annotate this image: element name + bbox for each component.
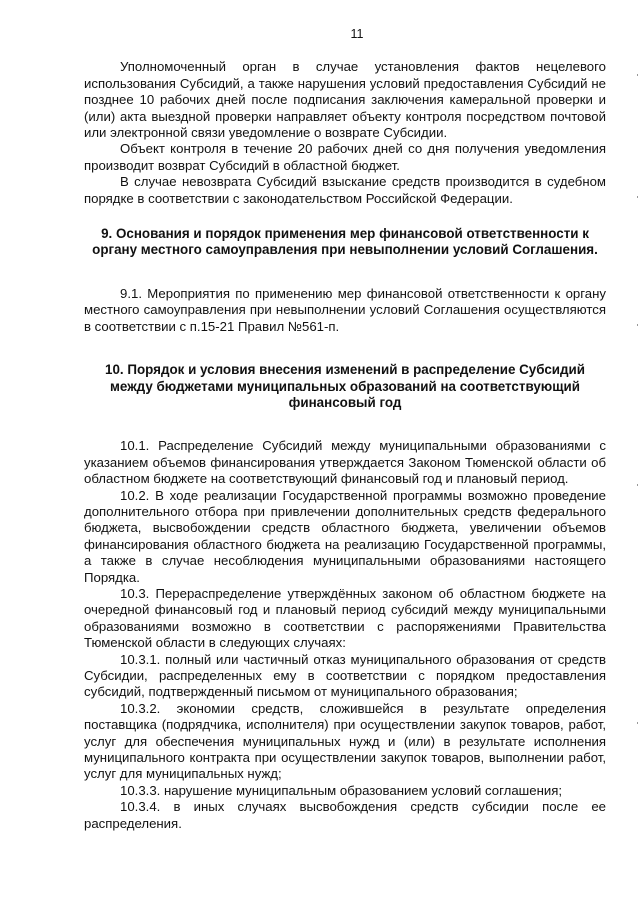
paragraph: 10.3.3. нарушение муниципальным образованием условий соглашения; — [120, 782, 563, 798]
paragraph: В случае невозврата Субсидий взыскание средств производится в судебном порядке в соответствии с законодательством Российской Федерации. — [84, 174, 606, 206]
paragraph: Уполномоченный орган в случае установления фактов нецелевого использования Субсидий, а также нарушения условий предоставления Субсидий не позднее 10 рабочих дней после подписания заключения камеральной проверки и (или) акта выездной проверки направляет объекту контроля посредством почтовой или электронной связи уведомление о возврате Субсидии. — [84, 59, 606, 141]
paragraph: 10.3.1. полный или частичный отказ муниципального образования от средств Субсидии, распределенных ему в соответствии с порядком предоставления субсидий, подтвержденный письмом от муниципального образования; — [84, 651, 606, 700]
section-9-body — [84, 286, 606, 335]
paragraph: Объект контроля в течение 20 рабочих дней со дня получения уведомления производит возврат Субсидий в областной бюджет. — [84, 141, 606, 173]
scan-mark — [637, 74, 638, 76]
paragraph: 10.2. В ходе реализации Государственной программы возможно проведение дополнительного отбора при привлечении дополнительных средств федерального бюджета, высвобождении средств областного бюджета, увеличении объемов финансирования областного бюджета на реализацию Государственной программы, а также в случае несоблюдения муниципальными образованиями настоящего Порядка. — [84, 487, 606, 585]
section-heading-10: 10. Порядок и условия внесения изменений в распределение Субсидий между бюджетами муниципальных образований на соответствующий финансовый год — [105, 362, 585, 410]
paragraph: 10.1. Распределение Субсидий между муниципальными образованиями с указанием объемов финансирования утверждается Законом Тюменской области об областном бюджете на соответствующий финансовый год и плановый период. — [84, 438, 606, 487]
paragraph: 9.1. Мероприятия по применению мер финансовой ответственности к органу местного самоуправления при невыполнении условий Соглашения осуществляются в соответствии с п.15-21 Правил №561-п. — [84, 285, 606, 334]
scan-mark — [637, 484, 638, 486]
scan-mark — [637, 722, 638, 724]
paragraph: 10.3.2. экономии средств, сложившейся в результате определения поставщика (подрядчика, исполнителя) при осуществлении закупок товаров, работ, услуг для обеспечения муниципальных нужд и (или) в результате исполнения муниципального контракта при осуществлении закупок товаров, выполнении работ, услуг для муниципальных нужд; — [84, 700, 606, 782]
intro-block — [84, 59, 606, 207]
paragraph: 10.3.4. в иных случаях высвобождения средств субсидии после ее распределения. — [84, 799, 606, 831]
scan-mark — [637, 324, 638, 326]
section-heading-9: 9. Основания и порядок применения мер финансовой ответственности к органу местного самоуправления при невыполнении условий Соглашения. — [92, 226, 598, 258]
document-page — [84, 26, 606, 832]
page-number: 11 — [350, 27, 364, 41]
scan-mark — [637, 196, 638, 198]
paragraph: 10.3. Перераспределение утверждённых законом об областном бюджете на очередной финансовый год и плановый период субсидий между муниципальными образованиями возможно в соответствии с распоряжениями Правительства Тюменской области в следующих случаях: — [84, 585, 606, 651]
section-10-body — [84, 438, 606, 832]
